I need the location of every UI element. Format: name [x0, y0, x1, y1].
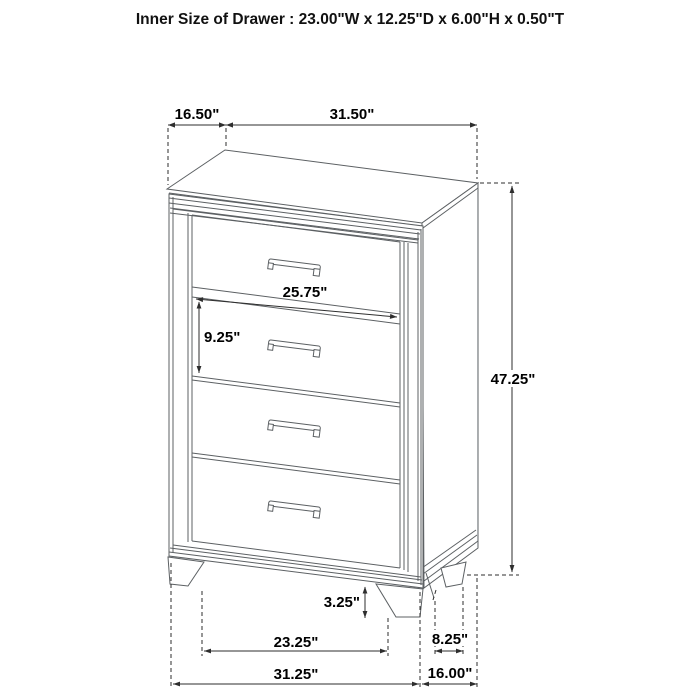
dim-front-leg-span: [202, 591, 388, 656]
label-overall-height: 47.25": [490, 371, 536, 388]
dim-side-leg-span: [431, 587, 468, 656]
diagram-title: Inner Size of Drawer : 23.00"W x 12.25"D x 6.00"H x 0.50"T: [135, 11, 565, 28]
label-overall-width: 31.25": [273, 666, 319, 683]
label-drawer-width: 25.75": [282, 284, 328, 301]
dresser-front-face: [169, 194, 423, 588]
front-right-leg: [376, 584, 423, 617]
label-top-depth: 16.50": [174, 106, 220, 123]
label-leg-height: 3.25": [323, 594, 360, 611]
label-top-width: 31.50": [329, 106, 375, 123]
front-left-leg: [168, 557, 204, 586]
label-drawer-height: 9.25": [204, 329, 241, 346]
dresser-drawing: [167, 150, 478, 617]
label-overall-depth: 16.00": [427, 665, 473, 682]
label-front-leg-span: 23.25": [273, 634, 319, 651]
label-side-leg-span: 8.25": [431, 631, 469, 648]
dresser-side-face: [422, 183, 478, 588]
dim-leg-height: [324, 587, 368, 619]
